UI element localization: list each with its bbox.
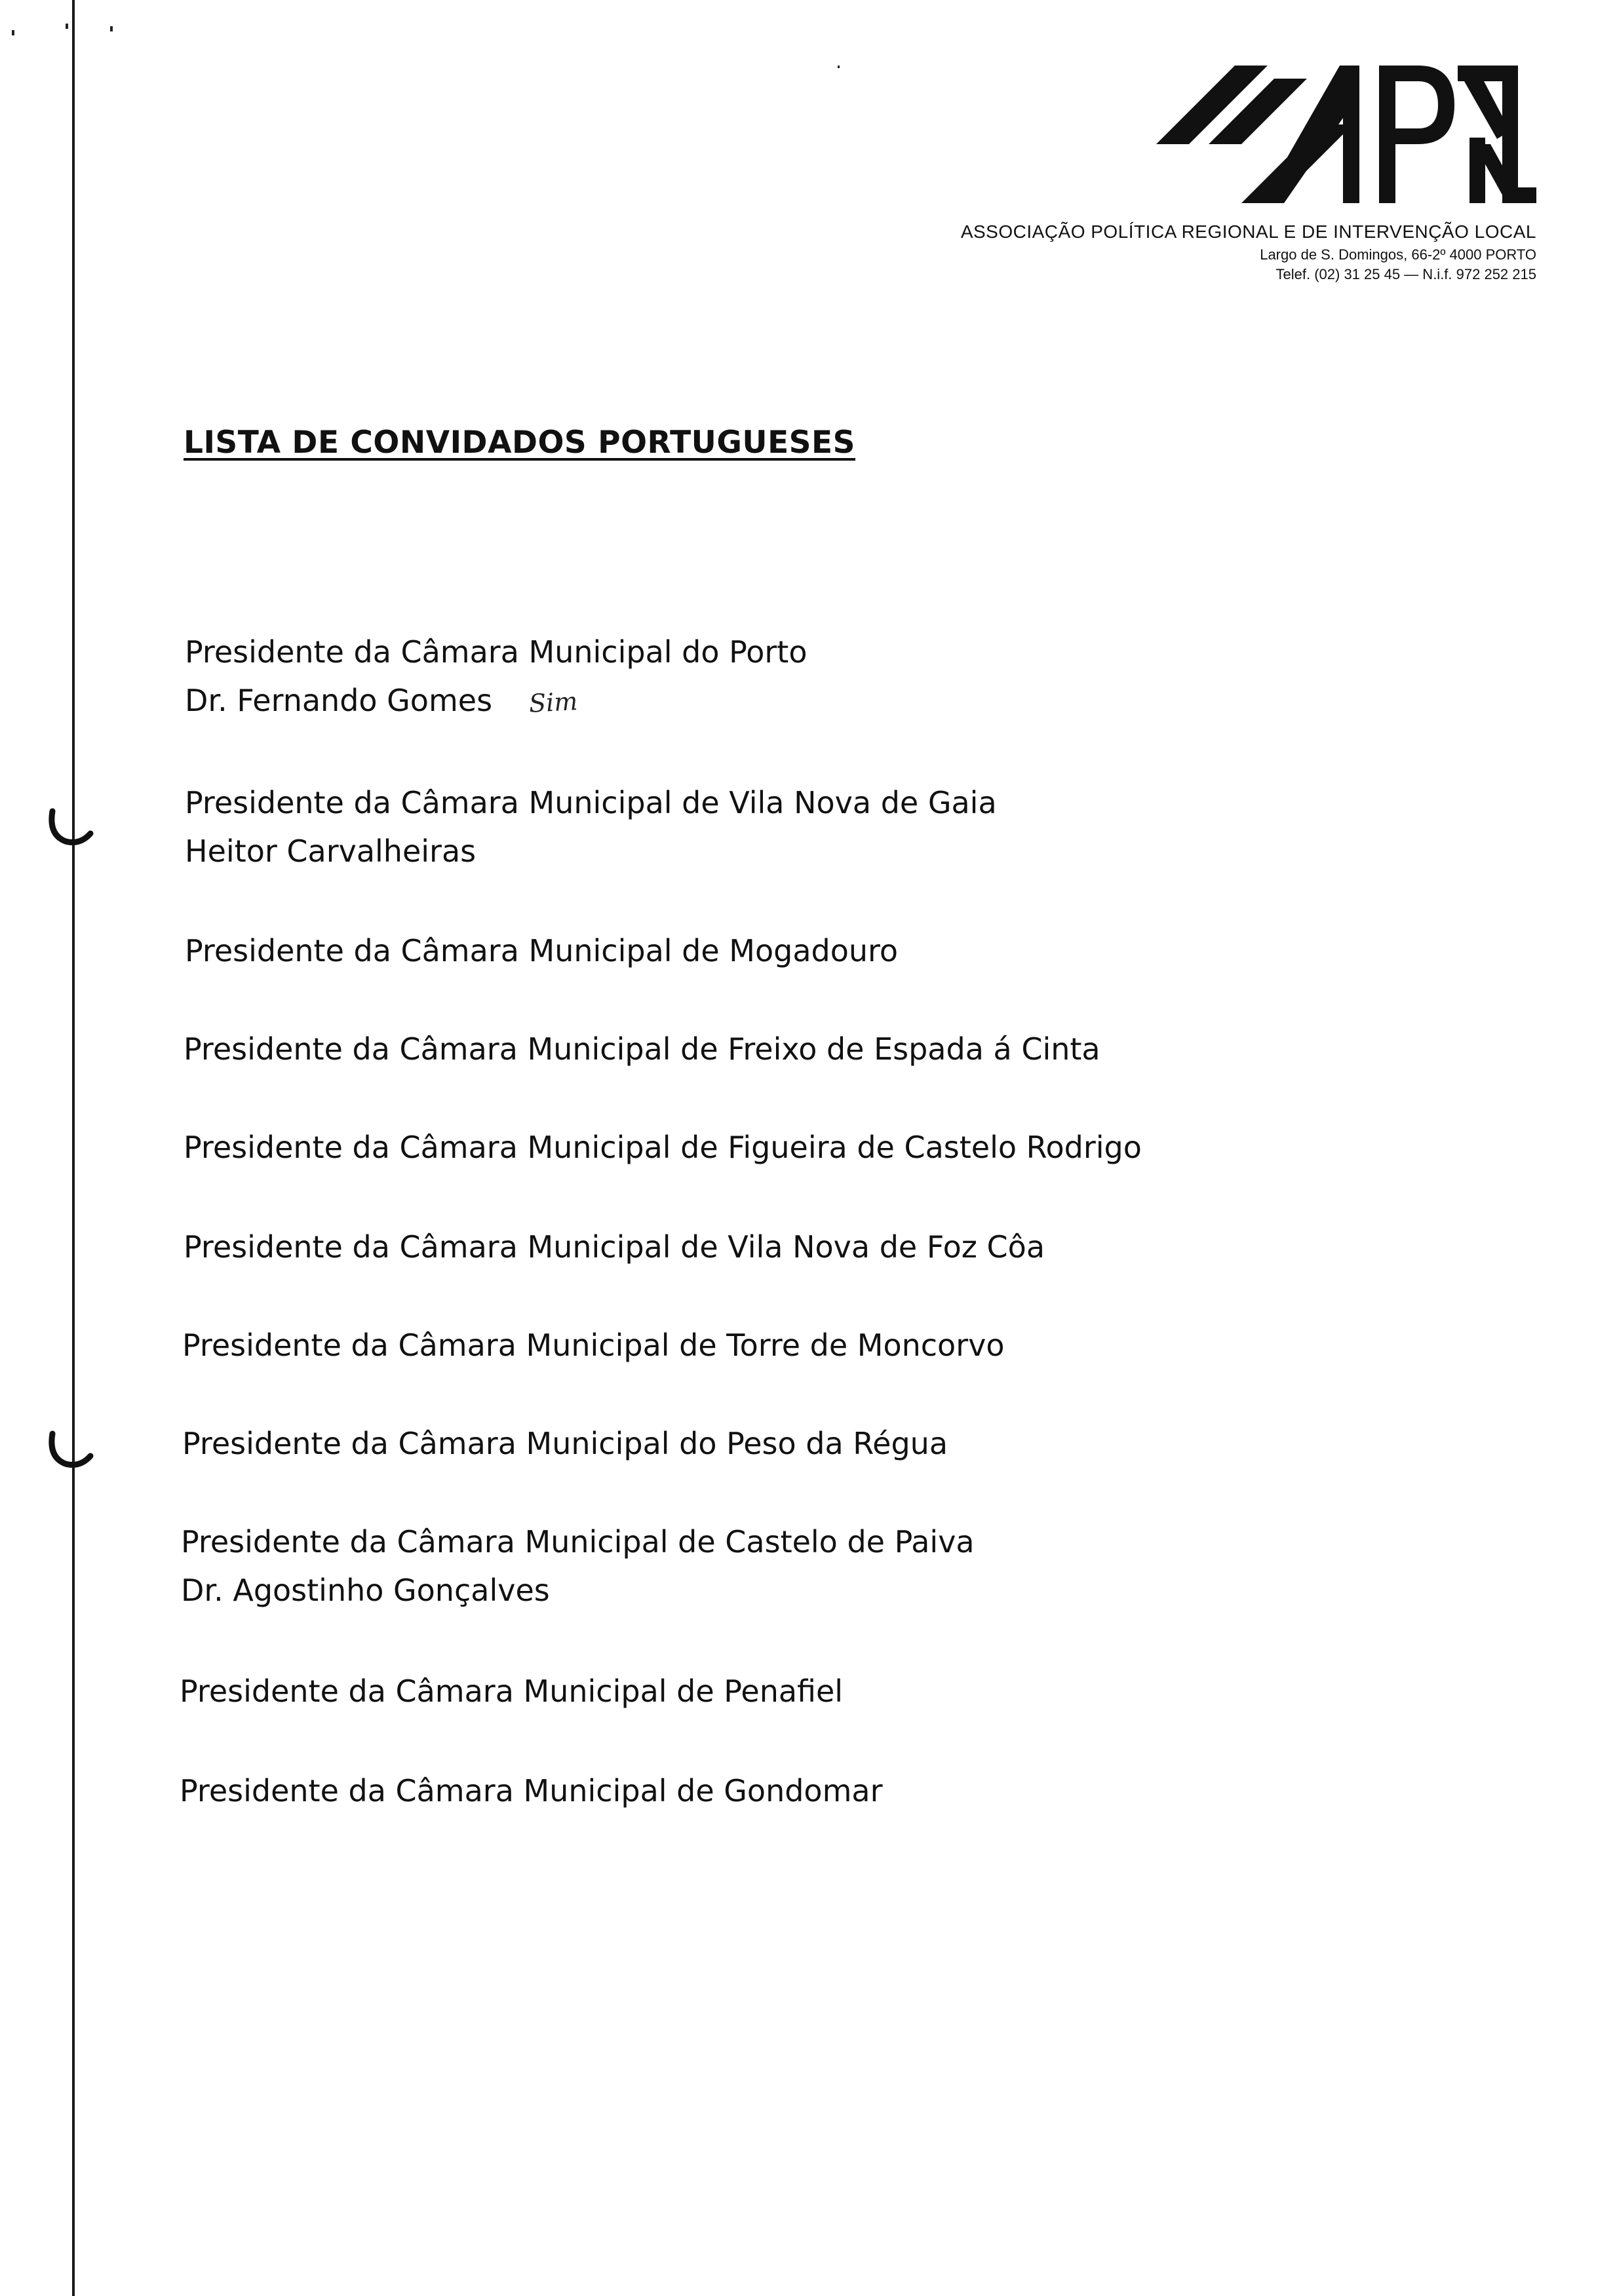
scan-dot bbox=[110, 26, 113, 31]
guest-position: Presidente da Câmara Municipal de Freixo de Espada á Cinta bbox=[184, 1031, 1100, 1067]
guest-position: Presidente da Câmara Municipal de Vila Nova de Gaia bbox=[185, 785, 997, 820]
guest-position: Presidente da Câmara Municipal de Castelo de Paiva bbox=[181, 1524, 975, 1559]
scan-dot bbox=[66, 24, 68, 29]
scan-dot bbox=[838, 66, 840, 68]
guest-name-line bbox=[185, 676, 807, 727]
guest-position: Presidente da Câmara Municipal do Peso da Régua bbox=[182, 1426, 948, 1461]
guest-entry bbox=[185, 778, 997, 875]
organization-address: Largo de S. Domingos, 66-2º 4000 PORTO bbox=[1260, 246, 1536, 263]
organization-name: ASSOCIAÇÃO POLÍTICA REGIONAL E DE INTERVENÇÃO LOCAL bbox=[960, 221, 1536, 242]
guest-position: Presidente da Câmara Municipal de Figueira de Castelo Rodrigo bbox=[184, 1130, 1142, 1165]
guest-position: Presidente da Câmara Municipal de Torre de Moncorvo bbox=[182, 1328, 1005, 1363]
guest-name: Heitor Carvalheiras bbox=[185, 833, 477, 869]
punch-hole-mark bbox=[46, 805, 98, 857]
guest-position: Presidente da Câmara Municipal de Mogadouro bbox=[185, 933, 899, 968]
guest-position: Presidente da Câmara Municipal do Porto bbox=[185, 634, 808, 670]
guest-position: Presidente da Câmara Municipal de Penafiel bbox=[180, 1674, 844, 1709]
binding-line bbox=[72, 0, 75, 2296]
guest-entry bbox=[184, 1123, 1142, 1172]
guest-entry bbox=[185, 927, 898, 975]
guest-entry bbox=[180, 1667, 843, 1715]
document-title: LISTA DE CONVIDADOS PORTUGUESES bbox=[184, 425, 855, 461]
guest-position: Presidente da Câmara Municipal de Gondomar bbox=[180, 1773, 883, 1808]
guest-entry bbox=[181, 1518, 975, 1615]
guest-entry bbox=[185, 628, 807, 727]
logo-text: APRIL bbox=[1143, 52, 1145, 53]
scan-dot bbox=[12, 30, 14, 35]
handwritten-annotation: Sim bbox=[528, 687, 579, 718]
guest-entry bbox=[180, 1767, 883, 1815]
organization-phone: Telef. (02) 31 25 45 — N.i.f. 972 252 215 bbox=[1275, 266, 1536, 282]
guest-entry bbox=[182, 1419, 948, 1468]
punch-hole-mark bbox=[46, 1427, 98, 1480]
guest-entry bbox=[184, 1025, 1100, 1073]
letterhead bbox=[894, 52, 1536, 288]
guest-name: Dr. Agostinho Gonçalves bbox=[181, 1573, 550, 1608]
guest-entry bbox=[182, 1321, 1004, 1369]
guest-name: Dr. Fernando Gomes bbox=[185, 683, 493, 718]
guest-position: Presidente da Câmara Municipal de Vila Nova de Foz Côa bbox=[184, 1229, 1045, 1265]
guest-entry bbox=[184, 1223, 1045, 1271]
april-logo bbox=[1143, 52, 1536, 210]
